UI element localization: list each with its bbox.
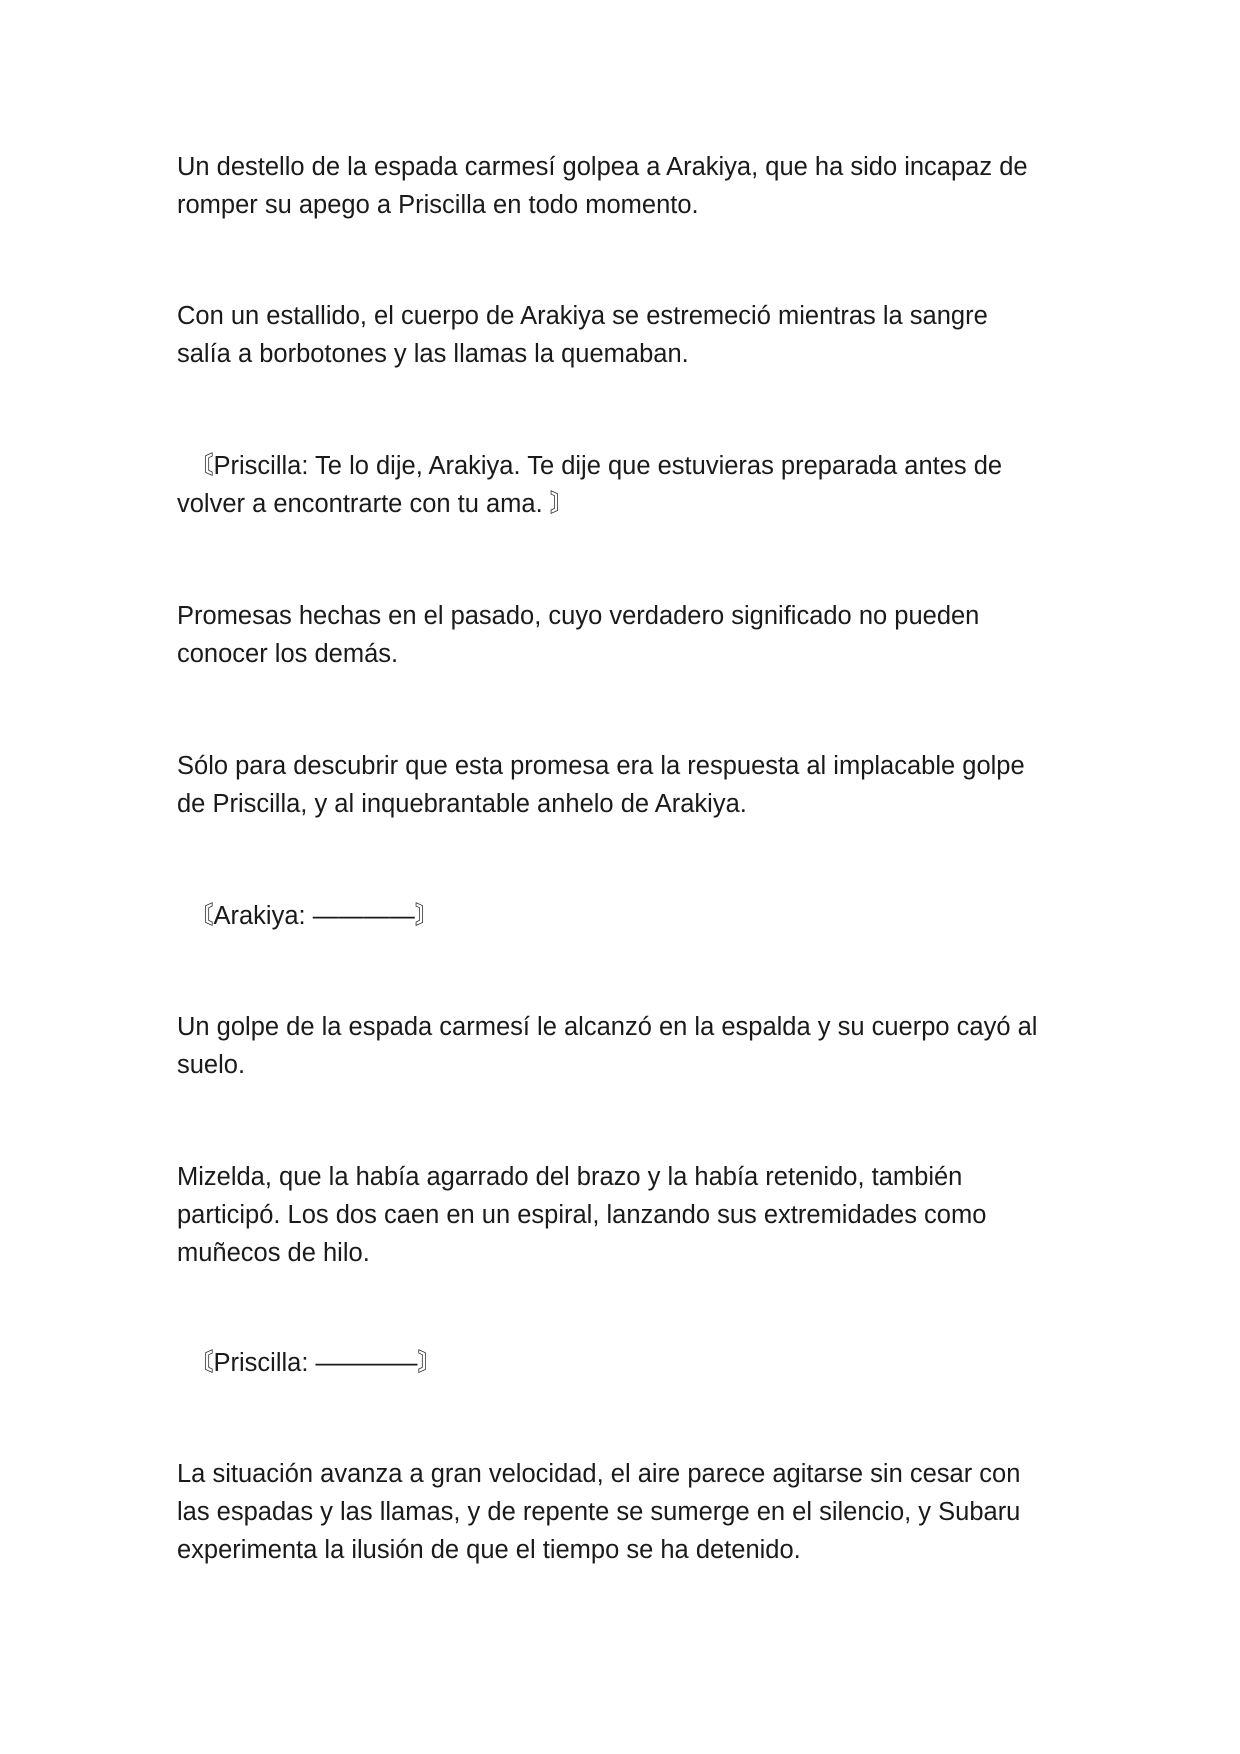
paragraph-line: Sólo para descubrir que esta promesa era la respuesta al implacable golpe — [177, 752, 1025, 780]
dialogue-arakiya — [188, 897, 1088, 935]
dialogue-priscilla-1 — [177, 447, 1088, 523]
paragraph-line: Un destello de la espada carmesí golpea a Arakiya, que ha sido incapaz de — [177, 153, 1028, 181]
paragraph-1 — [177, 148, 1077, 224]
paragraph-line: La situación avanza a gran velocidad, el aire parece agitarse sin cesar con — [177, 1460, 1021, 1488]
paragraph-7 — [177, 1455, 1077, 1569]
paragraph-line: suelo. — [177, 1051, 246, 1079]
paragraph-line: salía a borbotones y las llamas la quemaban. — [177, 340, 689, 368]
paragraph-line: de Priscilla, y al inquebrantable anhelo de Arakiya. — [177, 790, 747, 818]
paragraph-line: volver a encontrarte con tu ama. 〙 — [177, 490, 576, 518]
paragraph-line: 〘Arakiya: ————〙 — [188, 902, 441, 930]
paragraph-4 — [177, 747, 1077, 823]
paragraph-line: 〘Priscilla: Te lo dije, Arakiya. Te dije que estuvieras preparada antes de — [188, 452, 1003, 480]
paragraph-line: participó. Los dos caen en un espiral, lanzando sus extremidades como — [177, 1201, 987, 1229]
paragraph-line: Un golpe de la espada carmesí le alcanzó en la espalda y su cuerpo cayó al — [177, 1013, 1038, 1041]
dialogue-priscilla-2 — [188, 1344, 1088, 1382]
paragraph-line: Promesas hechas en el pasado, cuyo verdadero significado no pueden — [177, 602, 980, 630]
paragraph-line: conocer los demás. — [177, 640, 399, 668]
paragraph-3 — [177, 597, 1077, 673]
paragraph-line: Mizelda, que la había agarrado del brazo y la había retenido, también — [177, 1163, 963, 1191]
paragraph-line: Con un estallido, el cuerpo de Arakiya se estremeció mientras la sangre — [177, 302, 988, 330]
paragraph-line: muñecos de hilo. — [177, 1239, 370, 1267]
paragraph-line: romper su apego a Priscilla en todo momento. — [177, 191, 699, 219]
paragraph-line: experimenta la ilusión de que el tiempo se ha detenido. — [177, 1536, 801, 1564]
paragraph-2 — [177, 297, 1077, 373]
paragraph-line: 〘Priscilla: ————〙 — [188, 1349, 444, 1377]
paragraph-5 — [177, 1008, 1077, 1084]
paragraph-line: las espadas y las llamas, y de repente se sumerge en el silencio, y Subaru — [177, 1498, 1021, 1526]
paragraph-6 — [177, 1158, 1077, 1272]
